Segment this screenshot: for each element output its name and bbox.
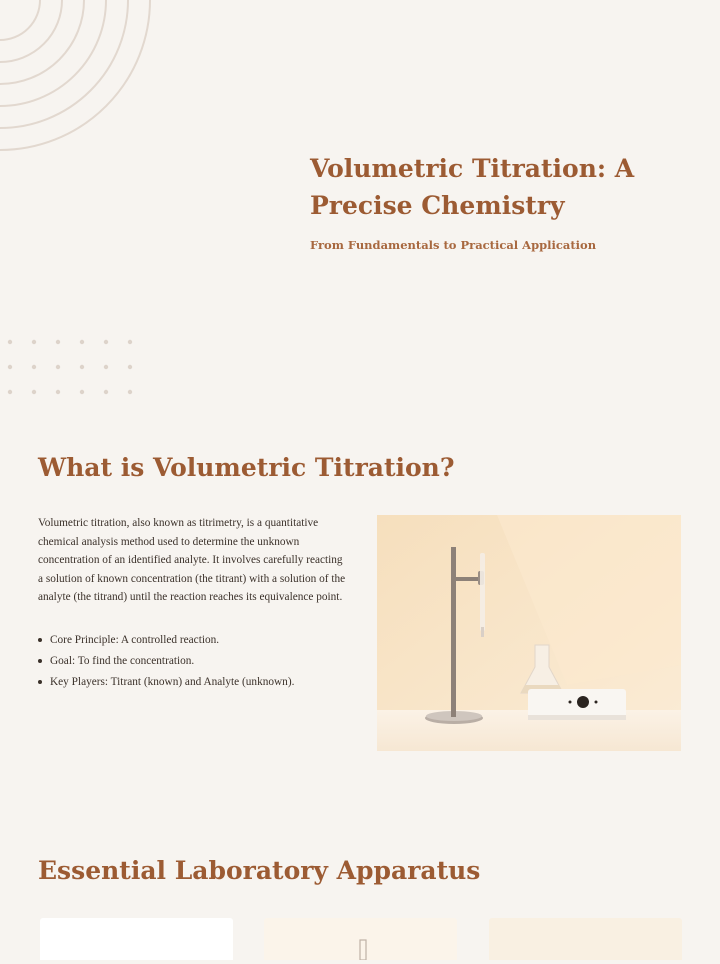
dot [80,340,84,344]
burette-icon [264,918,457,960]
dot [56,340,60,344]
apparatus-card [489,918,682,960]
dot [128,340,132,344]
dot [32,390,36,394]
section-title-apparatus: Essential Laboratory Apparatus [38,856,481,885]
dot [80,390,84,394]
dot [104,365,108,369]
dot [8,390,12,394]
section-title-what-is: What is Volumetric Titration? [38,453,455,482]
intro-paragraph: Volumetric titration, also known as titrimetry, is a quantitative chemical analysis method used to determine the unknown concentration of an identified analyte. It involves carefully reacting a solution of known concentration (the titrant) with a solution of the analyte (the titrand) until the reaction reaches its equivalence point. [38,517,346,603]
apparatus-card [264,918,457,960]
hero-title: Volumetric Titration: A Precise Chemistry [310,154,635,220]
concentric-arcs-decoration [0,0,180,170]
dot [104,340,108,344]
dot-grid-decoration [0,330,150,410]
dot [128,365,132,369]
dot [56,365,60,369]
dot [32,365,36,369]
dot [8,365,12,369]
list-item: Goal: To find the concentration. [38,651,348,672]
dot [80,365,84,369]
hero-subtitle: From Fundamentals to Practical Application [310,238,597,252]
dot [104,390,108,394]
key-points-list [38,630,348,693]
list-item: Key Players: Titrant (known) and Analyte (unknown). [38,672,348,693]
dot [32,340,36,344]
dot [128,390,132,394]
dot [8,340,12,344]
titration-setup-image [377,515,681,751]
list-item: Core Principle: A controlled reaction. [38,630,348,651]
apparatus-card [40,918,233,960]
dot [56,390,60,394]
